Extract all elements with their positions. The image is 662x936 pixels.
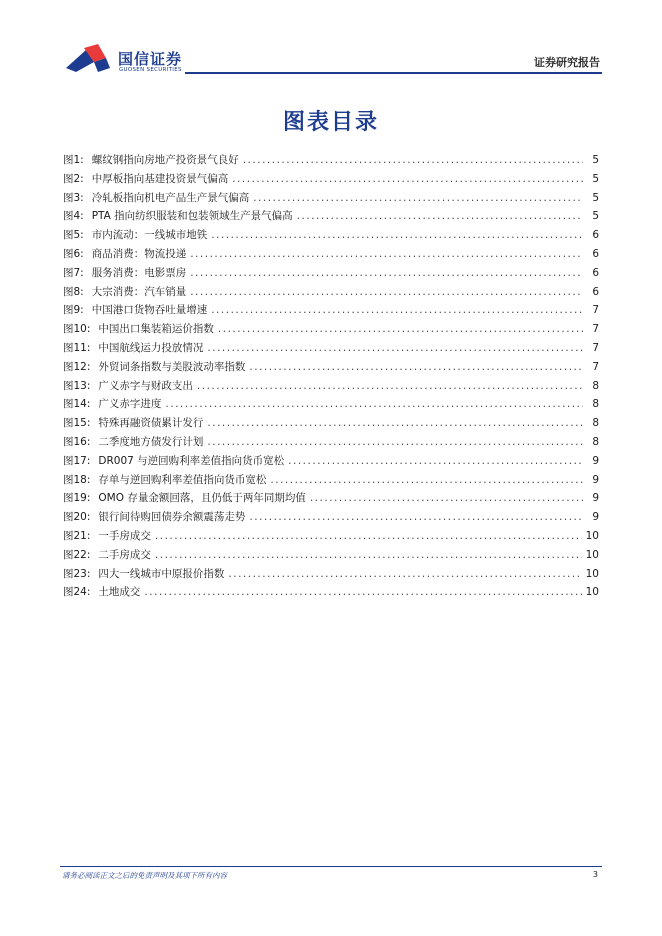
toc-item-title: 广义赤字与财政支出 [98, 379, 193, 392]
toc-item[interactable] [63, 320, 599, 339]
guosen-logo [64, 44, 194, 76]
toc-item[interactable] [63, 433, 599, 452]
toc-item-page: 9 [592, 473, 599, 486]
toc-item[interactable] [63, 583, 599, 602]
toc-item-title: 一手房成交 [98, 529, 151, 542]
toc-item-label: 图14: [63, 398, 91, 411]
toc-item-label: 图20: [63, 511, 91, 524]
toc-item[interactable] [63, 452, 599, 471]
page-number: 3 [592, 870, 598, 879]
toc-dot-leader [197, 377, 583, 396]
toc-item-title: 土地成交 [98, 586, 141, 599]
toc-item[interactable] [63, 189, 599, 208]
toc-dot-leader [155, 546, 582, 565]
toc-item-label: 图18: [63, 473, 91, 486]
toc-item[interactable] [63, 565, 599, 584]
toc-item-title: 螺纹钢指向房地产投资景气良好 [91, 154, 239, 166]
toc-dot-leader [165, 395, 583, 414]
logo-english-name: GUOSEN SECURITIES [119, 67, 182, 73]
toc-item-label: 图15: [63, 417, 91, 430]
toc-item-page: 7 [592, 341, 599, 354]
toc-item-label: 图13: [63, 379, 91, 392]
toc-item[interactable] [63, 245, 599, 264]
toc-item-title: 二手房成交 [98, 548, 151, 561]
toc-item-label: 图5: [63, 229, 84, 242]
toc-dot-leader [310, 489, 583, 508]
toc-item-page: 6 [592, 229, 599, 242]
toc-item-page: 6 [592, 266, 599, 279]
toc-item-label: 图24: [63, 586, 91, 599]
toc-item-label: 图17: [63, 454, 91, 467]
toc-item-page: 8 [592, 417, 599, 430]
toc-item-title: 服务消费：电影票房 [91, 266, 187, 279]
toc-item-label: 图8: [63, 285, 84, 298]
toc-item-page: 6 [592, 285, 599, 298]
toc-item-label: 图22: [63, 548, 91, 561]
toc-dot-leader [190, 264, 583, 283]
toc-item-page: 5 [592, 154, 599, 166]
toc-item-label: 图1: [63, 154, 84, 166]
toc-item-title: 四大一线城市中原报价指数 [98, 567, 225, 580]
toc-item[interactable] [63, 527, 599, 546]
toc-item-page: 7 [592, 304, 599, 317]
toc-item[interactable] [63, 283, 599, 302]
toc-item-page: 7 [592, 323, 599, 336]
toc-item-label: 图10: [63, 323, 91, 336]
toc-item-title: 中国航线运力投放情况 [98, 341, 204, 354]
toc-item[interactable] [63, 170, 599, 189]
toc-dot-leader [144, 583, 581, 602]
toc-item-title: 中国出口集装箱运价指数 [98, 323, 214, 336]
toc-item[interactable] [63, 339, 599, 358]
toc-dot-leader [249, 508, 583, 527]
toc-item-title: 大宗消费：汽车销量 [91, 285, 187, 298]
toc-item[interactable] [63, 207, 599, 226]
toc-item[interactable] [63, 151, 599, 170]
toc-item[interactable] [63, 358, 599, 377]
toc-item-label: 图16: [63, 435, 91, 448]
toc-dot-leader [253, 189, 583, 208]
toc-item[interactable] [63, 395, 599, 414]
toc-dot-leader [249, 358, 583, 377]
toc-dot-leader [211, 301, 583, 320]
footer-disclaimer: 请务必阅读正文之后的免责声明及其项下所有内容 [62, 871, 227, 880]
toc-dot-leader [228, 565, 581, 584]
footer-divider [60, 866, 602, 867]
toc-item[interactable] [63, 471, 599, 490]
toc-item[interactable] [63, 489, 599, 508]
toc-item-page: 7 [592, 360, 599, 373]
toc-item-label: 图3: [63, 191, 84, 204]
toc-item-title: 银行间待购回债券余额震荡走势 [98, 511, 246, 524]
toc-dot-leader [232, 170, 583, 189]
toc-item-title: 中国港口货物吞吐量增速 [91, 304, 208, 317]
toc-item-label: 图21: [63, 529, 91, 542]
toc-item-title: PTA 指向纺织服装和包装领域生产景气偏高 [91, 210, 293, 223]
toc-item-label: 图9: [63, 304, 84, 317]
toc-item-page: 8 [592, 379, 599, 392]
toc-dot-leader [211, 226, 583, 245]
toc-item[interactable] [63, 301, 599, 320]
toc-item-title: 存单与逆回购利率差值指向货币宽松 [98, 473, 267, 486]
toc-dot-leader [207, 433, 583, 452]
toc-item[interactable] [63, 226, 599, 245]
toc-item-page: 8 [592, 435, 599, 448]
toc-dot-leader [190, 283, 583, 302]
toc-item-page: 5 [592, 191, 599, 204]
toc-dot-leader [190, 245, 583, 264]
toc-item-label: 图23: [63, 567, 91, 580]
toc-item[interactable] [63, 508, 599, 527]
toc-item-page: 8 [592, 398, 599, 411]
toc-item-page: 10 [585, 586, 599, 599]
toc-item-label: 图12: [63, 360, 91, 373]
logo-chinese-name: 国信证券 [118, 50, 183, 68]
toc-dot-leader [288, 452, 583, 471]
toc-item-label: 图6: [63, 247, 84, 260]
toc-dot-leader [218, 320, 583, 339]
toc-item-title: 二季度地方债发行计划 [98, 435, 204, 448]
toc-item-title: OMO 存量金额回落，且仍低于两年同期均值 [98, 492, 306, 505]
toc-item[interactable] [63, 264, 599, 283]
toc-item[interactable] [63, 377, 599, 396]
toc-item-page: 10 [585, 567, 599, 580]
toc-item-page: 9 [592, 511, 599, 524]
toc-item-page: 5 [592, 210, 599, 223]
toc-item-title: 外贸词条指数与美股波动率指数 [98, 360, 246, 373]
toc-item[interactable] [63, 546, 599, 565]
toc-item-page: 9 [592, 454, 599, 467]
toc-item-label: 图4: [63, 210, 84, 223]
toc-item-title: 市内流动：一线城市地铁 [91, 229, 208, 242]
toc-dot-leader [155, 527, 582, 546]
toc-item-page: 9 [592, 492, 599, 505]
toc-item-page: 5 [592, 172, 599, 185]
toc-dot-leader [270, 471, 583, 490]
toc-item-label: 图2: [63, 172, 84, 185]
toc-item-title: 中厚板指向基建投资景气偏高 [91, 172, 229, 185]
toc-item-label: 图19: [63, 492, 91, 505]
toc-item-title: 特殊再融资债累计发行 [98, 417, 204, 430]
toc-list [63, 151, 599, 602]
toc-item-page: 10 [585, 548, 599, 561]
toc-dot-leader [207, 339, 583, 358]
page-header [0, 0, 662, 80]
toc-dot-leader [297, 207, 583, 226]
toc-item-title: DR007 与逆回购利率差值指向货币宽松 [98, 454, 285, 467]
toc-item-label: 图11: [63, 341, 91, 354]
toc-item-page: 10 [585, 529, 599, 542]
toc-dot-leader [243, 151, 583, 170]
toc-item-page: 6 [592, 247, 599, 260]
toc-title: 图表目录 [282, 110, 379, 135]
report-type-label: 证券研究报告 [534, 56, 600, 69]
toc-item-title: 广义赤字进度 [98, 398, 162, 411]
toc-dot-leader [207, 414, 583, 433]
toc-item[interactable] [63, 414, 599, 433]
toc-item-label: 图7: [63, 266, 84, 279]
toc-item-title: 冷轧板指向机电产品生产景气偏高 [91, 191, 250, 204]
header-divider [185, 72, 602, 74]
toc-item-title: 商品消费：物流投递 [91, 247, 187, 260]
guosen-logo-icon [64, 44, 114, 76]
